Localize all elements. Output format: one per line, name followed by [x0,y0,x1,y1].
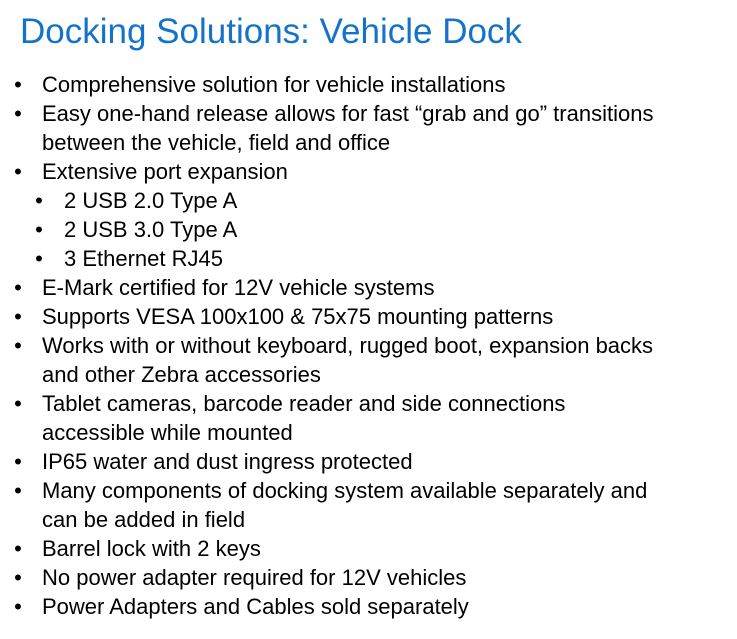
sub-bullet-text: 2 USB 3.0 Type A [64,217,238,242]
bullet-item [0,70,737,99]
bullet-text: accessible while mounted [42,420,293,445]
sub-bullet-list [0,186,727,273]
bullet-text: Supports VESA 100x100 & 75x75 mounting patterns [42,304,554,329]
bullet-icon: • [14,101,22,126]
bullet-icon: • [35,188,43,213]
bullet-text: Barrel lock with 2 keys [42,536,261,561]
bullet-icon: • [14,478,22,503]
bullet-item [0,592,737,621]
bullet-icon: • [14,159,22,184]
bullet-icon: • [14,449,22,474]
bullet-icon: • [14,275,22,300]
bullet-icon: • [35,217,43,242]
bullet-text: between the vehicle, field and office [42,130,391,155]
sub-bullet-item [0,186,727,215]
bullet-icon: • [14,333,22,358]
bullet-text: E-Mark certified for 12V vehicle systems [42,275,435,300]
bullet-text: and other Zebra accessories [42,362,321,387]
bullet-text: Comprehensive solution for vehicle installations [42,72,506,97]
bullet-text: Tablet cameras, barcode reader and side connections [42,391,566,416]
bullet-item [0,563,737,592]
bullet-item [0,447,737,476]
sub-bullet-item [0,215,727,244]
bullet-text: Works with or without keyboard, rugged boot, expansion backs [42,333,654,358]
bullet-item [0,534,737,563]
bullet-icon: • [35,246,43,271]
sub-bullet-text: 3 Ethernet RJ45 [64,246,223,271]
bullet-item [0,99,737,157]
bullet-icon: • [14,565,22,590]
bullet-item [0,273,737,302]
bullet-text: IP65 water and dust ingress protected [42,449,413,474]
bullet-text: Many components of docking system available separately and [42,478,648,503]
bullet-icon: • [14,72,22,97]
bullet-item [0,302,737,331]
bullet-icon: • [14,594,22,619]
bullet-text: Easy one-hand release allows for fast “grab and go” transitions [42,101,654,126]
bullet-text: Extensive port expansion [42,159,288,184]
bullet-icon: • [14,391,22,416]
bullet-text: Power Adapters and Cables sold separately [42,594,469,619]
bullet-item [0,157,737,273]
slide-title: Docking Solutions: Vehicle Dock [20,12,522,51]
bullet-icon: • [14,536,22,561]
sub-bullet-item [0,244,727,273]
sub-bullet-text: 2 USB 2.0 Type A [64,188,238,213]
bullet-item [0,331,737,389]
bullet-list [0,70,737,621]
bullet-text: can be added in field [42,507,246,532]
bullet-text: No power adapter required for 12V vehicles [42,565,467,590]
bullet-item [0,476,737,534]
bullet-icon: • [14,304,22,329]
bullet-item [0,389,737,447]
